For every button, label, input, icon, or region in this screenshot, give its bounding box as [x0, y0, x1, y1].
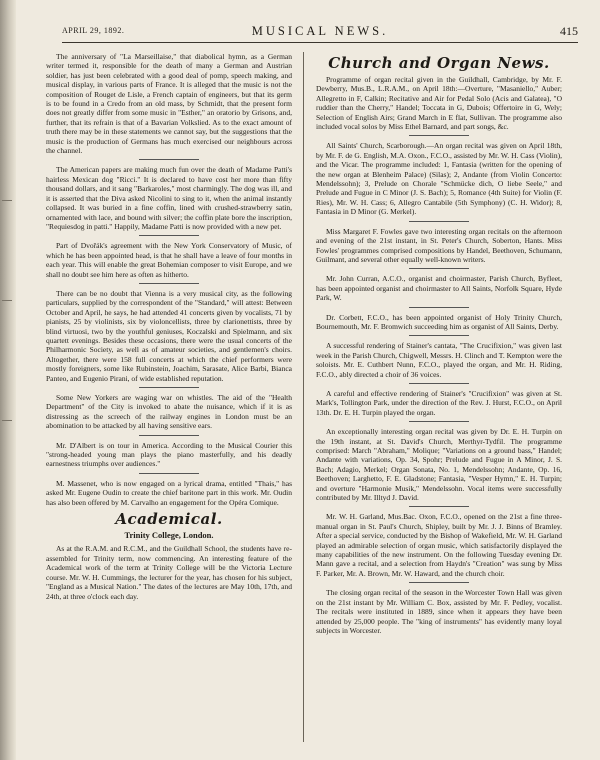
trinity-college-subhead: Trinity College, London. — [124, 530, 214, 541]
article-paragraph: Part of Dvořák's agreement with the New York Conservatory of Music, of which he has been appointed head, is that he shall have a leave of four months in each year. This will enable the great Bohemian composer to visit Europe, and we shall no doubt see him here as often as hitherto. — [46, 241, 292, 279]
article-paragraph: Some New Yorkers are waging war on whistles. The aid of the "Health Department" of the City is invoked to abate the nuisance, which if it is as distressing as the screech of the railway engines in London must be an abomination to be attacked by all having sensitive ears. — [46, 393, 292, 431]
edge-mark — [2, 300, 12, 301]
separator-rule — [409, 421, 469, 422]
article-paragraph: A successful rendering of Stainer's cantata, "The Crucifixion," was given last week in the Parish Church, Chigwell, Messrs. H. Clinch and T. Kempton were the soloists. Mr. E. Cuthbert Nunn, F.C.O., played the organ, and Mr. H. Riding, F.C.O., ably directed a choir of 36 voices. — [316, 341, 562, 379]
church-organ-news-heading: Church and Organ News. — [328, 54, 550, 72]
separator-rule — [409, 135, 469, 136]
edge-mark — [2, 200, 12, 201]
separator-rule — [139, 159, 199, 160]
separator-rule — [409, 506, 469, 507]
separator-rule — [139, 283, 199, 284]
right-column — [316, 52, 562, 747]
academical-heading: Academical. — [115, 510, 223, 529]
separator-rule — [409, 383, 469, 384]
article-paragraph: Mr. D'Albert is on tour in America. According to the Musical Courier this "strong-headed young man plays the piano masterfully, and his deadly earnestness triumphs over audiences." — [46, 440, 292, 469]
article-paragraph: Mr. W. H. Garland, Mus.Bac. Oxon, F.C.O., opened on the 21st a fine three-manual organ in St. Paul's Church, Shipley, built by Mr. J. J. Binns of Bramley. After a special service, conducted by the Bishop of Wakefield, Mr. W. H. Garland played an admirable selection of organ music, which satisfactorily displayed the many capabilities of the new instrument. On the following Tuesday evening Dr. Mann gave a recital, and a selection from Haydn's "Creation" was sung by Miss F. Parker, Mr. A. Brown, Mr. W. Haward, and the church choir. — [316, 512, 562, 578]
column-divider — [303, 52, 304, 742]
article-paragraph: All Saints' Church, Scarborough.—An organ recital was given on April 18th, by Mr. F. de G. English, M.A. Oxon., F.C.O., assisted by Mr. W. H. Cass (Violin), and the Vicar. The programme included: 1, Fantasia (written for the opening of the new organ at Blenheim Palace) (Silas); 2, Andante (from Violin Concerto: Mendelssohn); 3, Prelude on Chorale "Schmücke dich, O liebe Seele," and Prelude and Fugue in C Minor (J. S. Bach); 5, Romance (4th Suite) for Violin (F. Ries), Mr. W. H. Cass; 6, Allegro Cantabile (5th Symphony) (C. H. Widor); 8, Fantasia in D Minor (G. Merkel). — [316, 141, 562, 217]
article-paragraph: As at the R.A.M. and R.C.M., and the Guildhall School, the students have re-assembled for Trinity term, now commencing. An interesting feature of the Academical work of the term at Trinity College will be the Victoria Lecture course. Mr. W. H. Cummings, the lecturer for the year, has chosen for his subject, "England as a Musical Nation." The dates of the lectures are May 10th, 17th, and 24th, at three o'clock each day. — [46, 544, 292, 601]
separator-rule — [409, 307, 469, 308]
article-paragraph: There can be no doubt that Vienna is a very musical city, as the following particulars, supplied by the correspondent of the "Standard," will attest: Between October and April, he says, he had attended 41 concerts given by vocalists, 71 by pianists, 25 by violinists, six by violoncellists, three by clarionettists, three by blind virtuosi, two by the youthful geniuses, Koczalski and Spielmann, and six quartett evenings. Besides these occasions, there were the usual concerts of the Philharmonic Society, as well as of amateur societies, and gentlemen's choirs. Altogether, there were 158 full concerts at which the chief performers were mostly foreigners, some like Rubinstein, Joachim, Sarasate, Alice Barbi, Bianca Panteo, and Eugenio Pirani, of wide established reputation. — [46, 288, 292, 383]
separator-rule — [139, 473, 199, 474]
article-paragraph: Mr. John Curran, A.C.O., organist and choirmaster, Parish Church, Byfleet, has been appointed organist and choirmaster to All Saints, Norfolk Square, Hyde Park, W. — [316, 274, 562, 303]
separator-rule — [409, 221, 469, 222]
article-paragraph: Programme of organ recital given in the Guildhall, Cambridge, by Mr. F. Dewberry, Mus.B., L.R.A.M., on April 18th:—Overture, "Masaniello," Auber; Allegretto in F, Calkin; Recitative and Air for Pedal Solo (Acis and Galatea), "O ruddier than the Cherry," Handel; Toccata in G, Dubois; Offertoire in G, Wely; Selection of English Airs; Grand March in E flat, Sullivan. The programme also included vocal solos by Miss Ethel Barnard, and part songs, &c. — [316, 75, 562, 132]
separator-rule — [139, 235, 199, 236]
article-paragraph: The anniversary of "La Marseillaise," that diabolical hymn, as a German writer termed it, responsible for the death of many a German and Austrian soldier, has just been celebrated with a good deal of pomp, speech making, and musical display, in various parts of France. It is alleged that the music is not the composition of Rouget de Lisle, a French captain of engineers, but that its germ is to be found in a Credo from an old mass, by Schmidt, that the present form does not greatly differ from some music in "Esther," an oratorio by Grisons, and, further, that its refrain is that of a Bavarian Volkslied. As to the exact amount of truth there may be in these statements we cannot say, but the suggestions that the music is the production of Germans has much exercised our neighbours across the channel. — [46, 52, 292, 156]
edge-mark — [2, 420, 12, 421]
article-paragraph: Dr. Corbett, F.C.O., has been appointed organist of Holy Trinity Church, Bournemouth, Mr. F. Bromwich succeeding him as organist of All Saints, Derby. — [316, 312, 562, 331]
article-paragraph: M. Massenet, who is now engaged on a lyrical drama, entitled "Thais," has asked Mr. Eugene Oudin to create the chief baritone part in this work. Mr. Oudin has also been offered by M. Carvalho an engagement for the Opéra Comique. — [46, 478, 292, 507]
article-paragraph: A careful and effective rendering of Stainer's "Crucifixion" was given at St. Mark's, Tollington Park, under the direction of the Rev. J. Hurst, F.C.O., on April 13th. Dr. E. H. Turpin played the organ. — [316, 388, 562, 417]
left-column — [46, 52, 292, 747]
article-paragraph: Miss Margaret F. Fowles gave two interesting organ recitals on the afternoon and evening of the 21st instant, in St. Peter's Church, Soberton, Hants. Miss Fowles' programmes comprised compositions by Handel, Beethoven, Schumann, Guilmant, and several other equally well-known writers. — [316, 226, 562, 264]
running-head — [62, 26, 578, 43]
separator-rule — [409, 582, 469, 583]
page-number: 415 — [560, 24, 578, 38]
separator-rule — [139, 435, 199, 436]
issue-date: APRIL 29, 1892. — [62, 26, 125, 35]
separator-rule — [139, 387, 199, 388]
separator-rule — [409, 268, 469, 269]
binding-gutter — [0, 0, 16, 760]
separator-rule — [409, 335, 469, 336]
article-paragraph: The American papers are making much fun over the death of Madame Patti's hairless Mexican dog "Ricci." It is declared to have cost her more than fifty thousand dollars, and it sang "Barkaroles," most charmingly. The dog was ill, and it is asserted that the Diva asked Nicolini to sing to it, when the animal instantly collapsed. It was buried in a fine coffin, lined with crushed-strawberry satin, ornamented with lace, and bound with silver; the coffin plate bore the inscription, "Requiesdog in patti." Happily, Madame Patti is now provided with a new pet. — [46, 165, 292, 231]
article-paragraph: The closing organ recital of the season in the Worcester Town Hall was given on the 21st instant by Mr. William C. Box, assisted by Mr. F. Pedley, vocalist. The recitals were instituted in 1889, since when it appears they have been attended by 25,000 people. The "king of instruments" has evidently many loyal subjects in Worcester. — [316, 588, 562, 635]
publication-title: MUSICAL NEWS. — [251, 24, 389, 38]
article-paragraph: An exceptionally interesting organ recital was given by Dr. E. H. Turpin on the 19th instant, at St. David's Church, Merthyr-Tydfil. The programme comprised: March "Abraham," Molique; "Variations on a ground bass," Handel; Andante with variations, Op. 34, Spohr; Prelude and Fugue in A Minor, J. S. Bach; Adagio, Merkel; Organ Sonata, No. 1, Mendelssohn; Andante, Op. 16, Beethoven; Larghetto, F. E. Gladstone; Fantasia, "Vesper Hymn," E. H. Turpin; and overture "Harmonie Musik," Mendelssohn. Vocal items were successfully contributed by Mr. Illtyd J. David. — [316, 427, 562, 503]
